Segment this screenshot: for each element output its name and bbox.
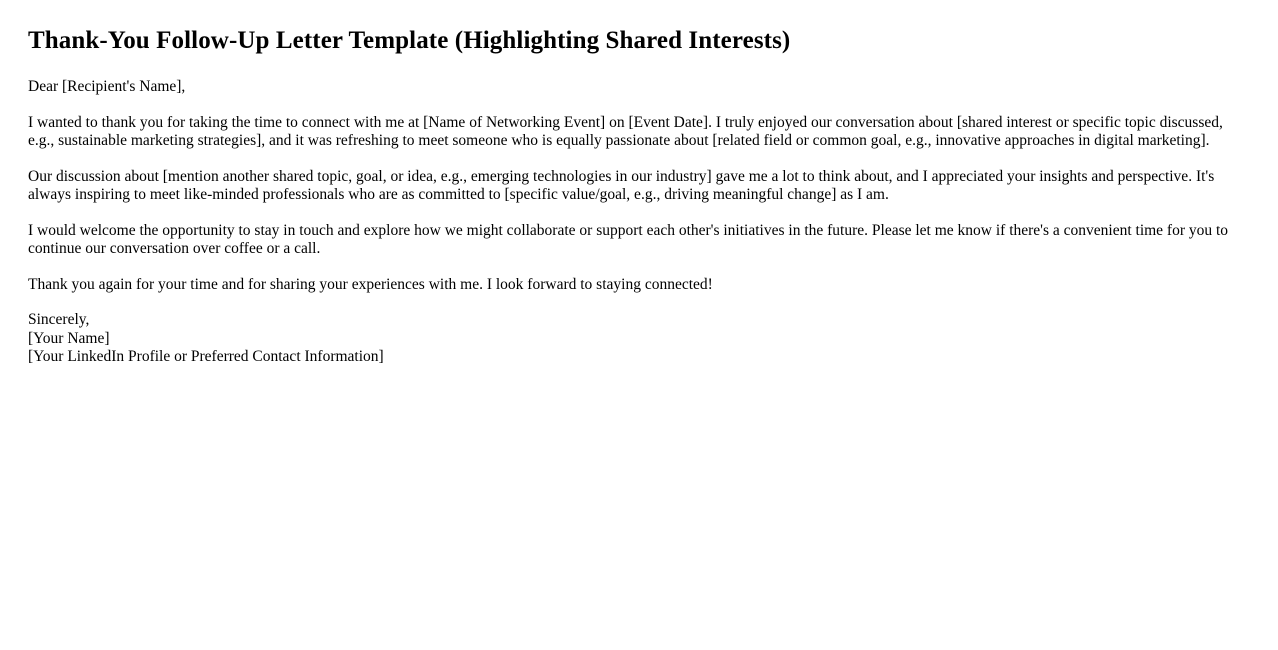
body-paragraph-3: I would welcome the opportunity to stay in touch and explore how we might collaborate or support each other's initiatives in the future. Please let me know if there's a convenient time for you to continue our conversation over coffee or a call. [28, 221, 1229, 257]
sender-contact: [Your LinkedIn Profile or Preferred Contact Information] [28, 348, 384, 365]
body-paragraph-4: Thank you again for your time and for sharing your experiences with me. I look forward to staying connected! [28, 275, 713, 293]
body-paragraph-2: Our discussion about [mention another shared topic, goal, or idea, e.g., emerging technologies in our industry] gave me a lot to think about, and I appreciated your insights and perspective. It's always inspiring to meet like-minded professionals who are as committed to [specific value/goal, e.g., driving meaningful change] as I am. [28, 167, 1215, 203]
body-paragraph-1: I wanted to thank you for taking the time to connect with me at [Name of Networking Event] on [Event Date]. I truly enjoyed our conversation about [shared interest or specific topic discussed, e.g., sustainable marketing strategies], and it was refreshing to meet someone who is equally passionate about [related field or common goal, e.g., innovative approaches in digital marketing]. [28, 113, 1223, 149]
page-title: Thank-You Follow-Up Letter Template (Highlighting Shared Interests) [28, 27, 791, 54]
closing-block [28, 311, 1250, 367]
valediction: Sincerely, [28, 311, 90, 328]
sender-name: [Your Name] [28, 329, 110, 347]
salutation: Dear [Recipient's Name], [28, 78, 186, 95]
